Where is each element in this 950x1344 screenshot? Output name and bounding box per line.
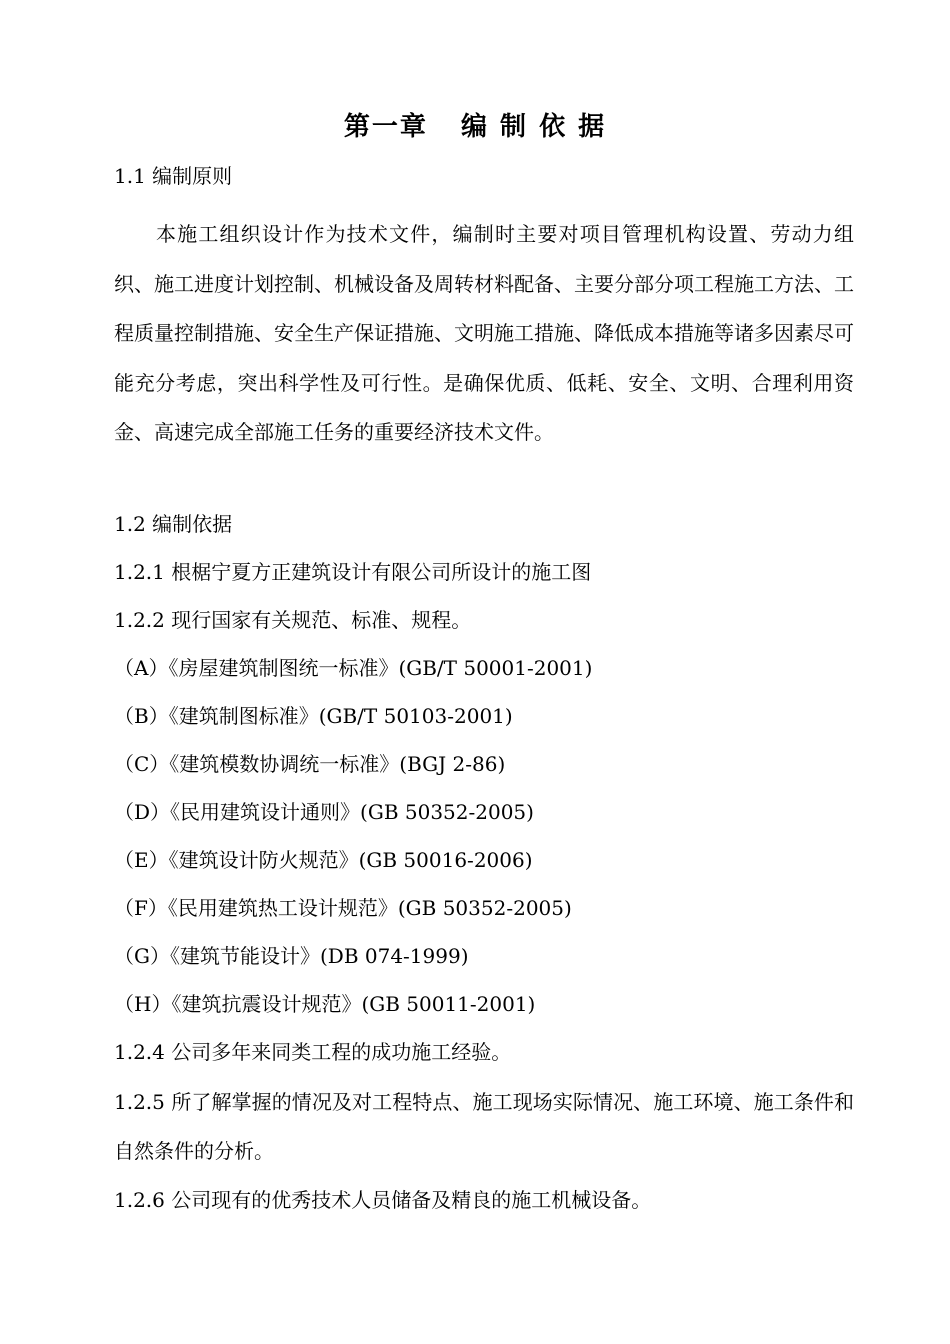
item-1-2-4: 1.2.4 公司多年来同类工程的成功施工经验。 bbox=[114, 1040, 512, 1064]
item-1-2-6: 1.2.6 公司现有的优秀技术人员储备及精良的施工机械设备。 bbox=[114, 1188, 652, 1212]
item-1-2-2: 1.2.2 现行国家有关规范、标准、规程。 bbox=[114, 608, 472, 632]
standard-item: （A）《房屋建筑制图统一标准》(GB/T 50001-2001) bbox=[114, 656, 593, 680]
paragraph-1-1: 本施工组织设计作为技术文件，编制时主要对项目管理机构设置、劳动力组织、施工进度计划控制、机械设备及周转材料配备、主要分部分项工程施工方法、工程质量控制措施、安全生产保证措施、文明施工措施、降低成本措施等诸多因素尽可能充分考虑，突出科学性及可行性。是确保优质、低耗、安全、文明、合理利用资金、高速完成全部施工任务的重要经济技术文件。 bbox=[114, 222, 854, 444]
item-1-2-5: 1.2.5 所了解掌握的情况及对工程特点、施工现场实际情况、施工环境、施工条件和自然条件的分析。 bbox=[114, 1090, 854, 1163]
standard-item: （F）《民用建筑热工设计规范》(GB 50352-2005) bbox=[114, 896, 572, 920]
standard-item: （C）《建筑模数协调统一标准》(BGJ 2-86) bbox=[114, 752, 506, 776]
chapter-title: 第一章 编 制 依 据 bbox=[343, 112, 607, 142]
standard-item: （H）《建筑抗震设计规范》(GB 50011-2001) bbox=[114, 992, 536, 1016]
standard-item: （D）《民用建筑设计通则》(GB 50352-2005) bbox=[114, 800, 534, 824]
standard-item: （E）《建筑设计防火规范》(GB 50016-2006) bbox=[114, 848, 533, 872]
section-heading-1-1: 1.1 编制原则 bbox=[114, 164, 233, 188]
section-heading-1-2: 1.2 编制依据 bbox=[114, 512, 233, 536]
standard-item: （B）《建筑制图标准》(GB/T 50103-2001) bbox=[114, 704, 513, 728]
standard-item: （G）《建筑节能设计》(DB 074-1999) bbox=[114, 944, 469, 968]
item-1-2-1: 1.2.1 根椐宁夏方正建筑设计有限公司所设计的施工图 bbox=[114, 560, 592, 584]
